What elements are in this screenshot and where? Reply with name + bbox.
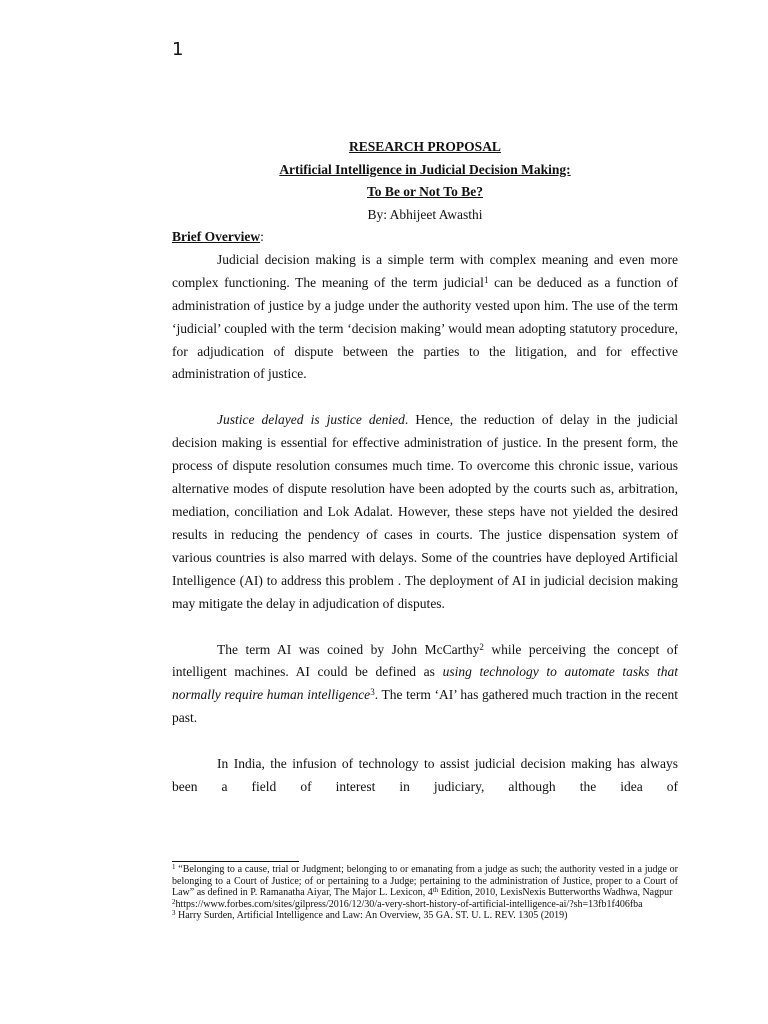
footnote-2: [172, 899, 678, 911]
footnote-separator: [172, 861, 299, 862]
paragraph-3: [172, 639, 678, 731]
paragraph-4-text: In India, the infusion of technology to assist judicial decision making has always been a field of interest in judiciary, although the idea of: [172, 756, 678, 795]
footnote-3-number: 3: [172, 909, 176, 918]
paragraph-3-italic: using technology to automate tasks that normally require human intelligence: [172, 664, 678, 703]
paragraph-3-text-c: . The term ‘AI’ has gathered much traction in the recent past.: [172, 687, 678, 726]
footnote-ref-1: 1: [483, 274, 489, 285]
author-line: By: Abhijeet Awasthi: [367, 206, 483, 222]
footnote-1-text-b: Edition, 2010, LexisNexis Butterworths Wadhwa, Nagpur: [438, 887, 673, 899]
footnote-2-link[interactable]: https://www.forbes.com/sites/gilpress/2016/12/30/a-very-short-history-of-artificial-intelligence-ai/?sh=13fb1f406fba: [175, 898, 643, 910]
title-block: [172, 136, 678, 226]
paragraph-2-italic: Justice delayed is justice denied: [217, 412, 405, 428]
footnote-1-number: 1: [172, 863, 176, 871]
title-line-2: To Be or Not To Be?: [367, 184, 483, 199]
paragraph-1-text-a: Judicial decision making is a simple term with complex meaning and even more complex functioning. The meaning of the term judicial: [172, 251, 678, 290]
footnote-3: [172, 910, 678, 922]
footnote-1-ordinal: th: [432, 886, 439, 895]
brief-overview-heading: Brief Overview: [172, 229, 261, 244]
paragraph-3-text-b: while perceiving the concept of intelligent machines. AI could be defined as: [172, 641, 678, 680]
document-body: [172, 226, 678, 799]
paragraph-3-text-a: The term AI was coined by John McCarthy: [217, 641, 480, 657]
footnote-2-number: 2: [172, 897, 176, 906]
page-number: 1: [172, 39, 184, 60]
brief-overview-heading-line: [172, 226, 678, 249]
paragraph-gap: [172, 386, 678, 409]
paragraph-gap: [172, 616, 678, 639]
paragraph-1: [172, 249, 678, 386]
title-line-1: Artificial Intelligence in Judicial Decision Making:: [279, 161, 571, 177]
footnote-1: [172, 864, 678, 899]
footnote-ref-2: 2: [479, 641, 484, 652]
footnote-ref-3: 3: [370, 687, 375, 698]
footnotes: [172, 864, 678, 922]
heading-colon: :: [260, 229, 264, 244]
paragraph-4: [172, 753, 678, 799]
paragraph-2: [172, 409, 678, 615]
paragraph-1-text-b: can be deduced as a function of administration of justice by a judge under the authority vested upon him. The use of the term ‘judicial’ coupled with the term ‘decision making’ would mean adopting statutory procedure, for adjudication of dispute between the parties to the litigation, and for effective administration of justice.: [172, 274, 678, 382]
paragraph-gap: [172, 730, 678, 753]
footnote-3-text: Harry Surden, Artificial Intelligence and Law: An Overview, 35 GA. ST. U. L. REV. 1305 (2019): [175, 910, 568, 922]
footnote-1-text-a: “Belonging to a cause, trial or Judgment; belonging to or emanating from a judge as such; the authority vested in a judge or belonging to a Court of Justice; of or pertaining to a Judge; pertaining to the administration of Justice, proper to a Court of Law” as defined in P. Ramanatha Aiyar, The Major L. Lexicon, 4: [172, 864, 678, 899]
paragraph-2-text: . Hence, the reduction of delay in the judicial decision making is essential for effective administration of justice. In the present form, the process of dispute resolution consumes much time. To overcome this chronic issue, various alternative modes of dispute resolution have been adopted by the courts such as, arbitration, mediation, conciliation and Lok Adalat. However, these steps have not yielded the desired results in reducing the pendency of cases in courts. The justice dispensation system of various countries is also marred with delays. Some of the countries have deployed Artificial Intelligence (AI) to address this problem . The deployment of AI in judicial decision making may mitigate the delay in adjudication of disputes.: [172, 412, 678, 611]
proposal-label: RESEARCH PROPOSAL: [349, 139, 501, 154]
